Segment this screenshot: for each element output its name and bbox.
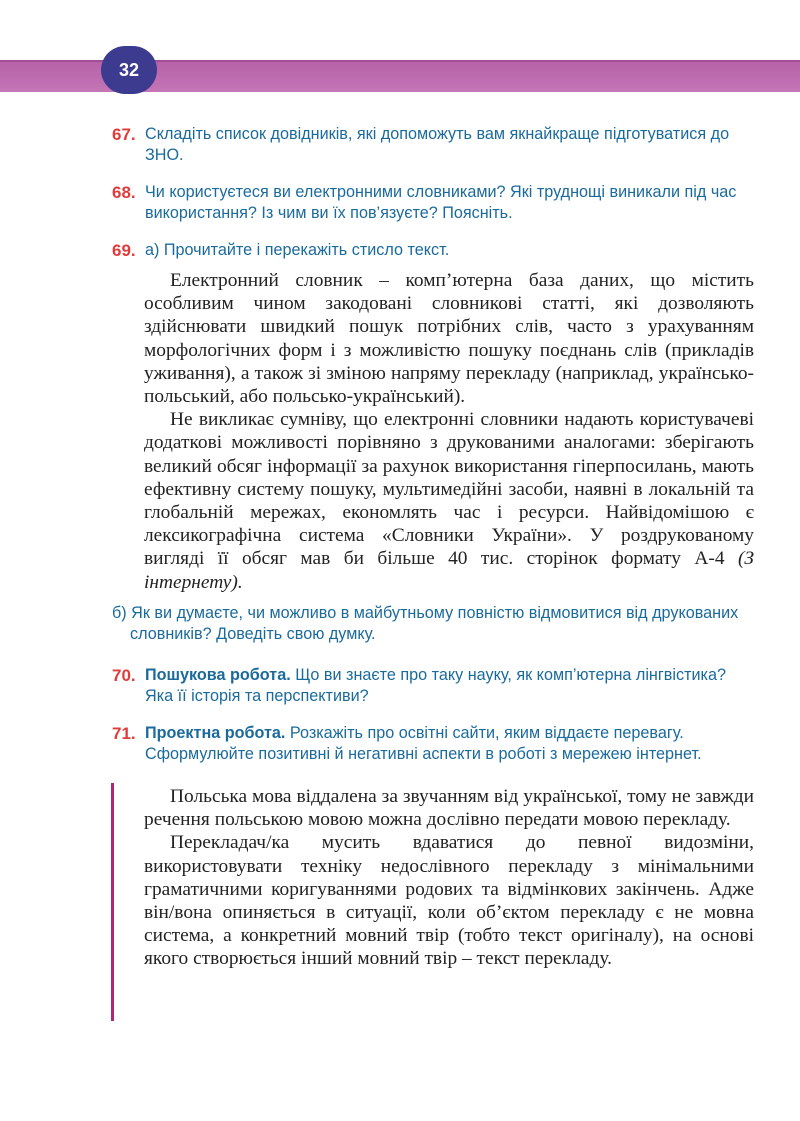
task-body [112,723,757,765]
task-68 [112,182,757,224]
reading-paragraph-2 [144,408,754,594]
reading-paragraph-1-text: Електронний словник – комп’ютерна база даних, що містить особливим чином закодовані словникові статті, які дозволяють здійснювати швидкий пошук потрібних слів, часто з урахуванням морфологічних форм і з можливістю пошуку поєднань слів (прикладів уживання), а також зі зміною напряму перекладу (наприклад, українсько-польський, або польсько-український). [144,270,754,408]
task-number: 68. [112,183,136,202]
task-number: 69. [112,241,136,260]
page-number: 32 [118,59,140,80]
page-number-badge [101,46,157,94]
task-number: 67. [112,125,136,144]
note-paragraph-2: Перекладач/ка мусить вдаватися до певної видозміни, використовувати техніку недослівного перекладу з мінімальними граматичними коригуваннями родових та відмінкових закінчень. Адже він/вона опиняється в ситуації, коли об’єктом перекладу є не мовна система, а конкретний мовний твір (тобто текст оригіналу), на основі якого створюється інший мовний твір – текст перекладу. [144,832,754,970]
task-text: а) Прочитайте і перекажіть стисло текст. [145,241,450,259]
task-text: Розкажіть про освітні сайти, яким віддаєте перевагу. Сформулюйте позитивні й негативні аспекти в роботі з мережею інтернет. [145,724,702,763]
task-text: Складіть список довідників, які допоможуть вам якнайкраще підготуватися до ЗНО. [145,125,730,164]
task-71 [112,723,757,765]
note-paragraph-1: Польська мова віддалена за звучанням від української, тому не завжди речення польською мовою можна дослівно передати мовою перекладу. [144,786,754,831]
task-label: Проектна робота. [145,724,286,742]
task-number: 70. [112,666,136,685]
task-text: б) Як ви думаєте, чи можливо в майбутньому повністю відмовитися від друкованих словників? Доведіть свою думку. [112,604,739,643]
task-70 [112,665,757,707]
task-69-b [112,603,757,645]
task-text: Що ви знаєте про таку науку, як комп’ютерна лінгвістика? Яка її історія та перспективи? [145,666,726,705]
reading-paragraph-1 [144,269,754,408]
task-text: Чи користуєтеся ви електронними словниками? Які труднощі виникали під час використання? Із чим ви їх пов’язуєте? Поясніть. [145,183,737,222]
note-side-bar [111,783,114,1021]
source-note: (З інтернету). [144,548,754,593]
task-number: 71. [112,724,136,743]
task-label: Пошукова робота. [145,666,291,684]
reading-text [144,269,754,594]
task-69 [112,240,757,261]
task-body [112,665,757,707]
note-text [144,785,754,971]
reading-paragraph-2-text: Не викликає сумніву, що електронні словники надають користувачеві додаткові можливості порівняно з друкованими аналогами: зберігають великий обсяг інформації за рахунок використання гіперпосилань, мають ефективну систему пошуку, мультимедійні засоби, наявні в локальній та глобальній мережах, економлять час і ресурси. Найвідомішою є лексикографічна система «Словники України». У роздрукованому вигляді її обсяг мав би більше 40 тис. сторінок формату А-4 [144,409,754,570]
task-67 [112,124,757,166]
